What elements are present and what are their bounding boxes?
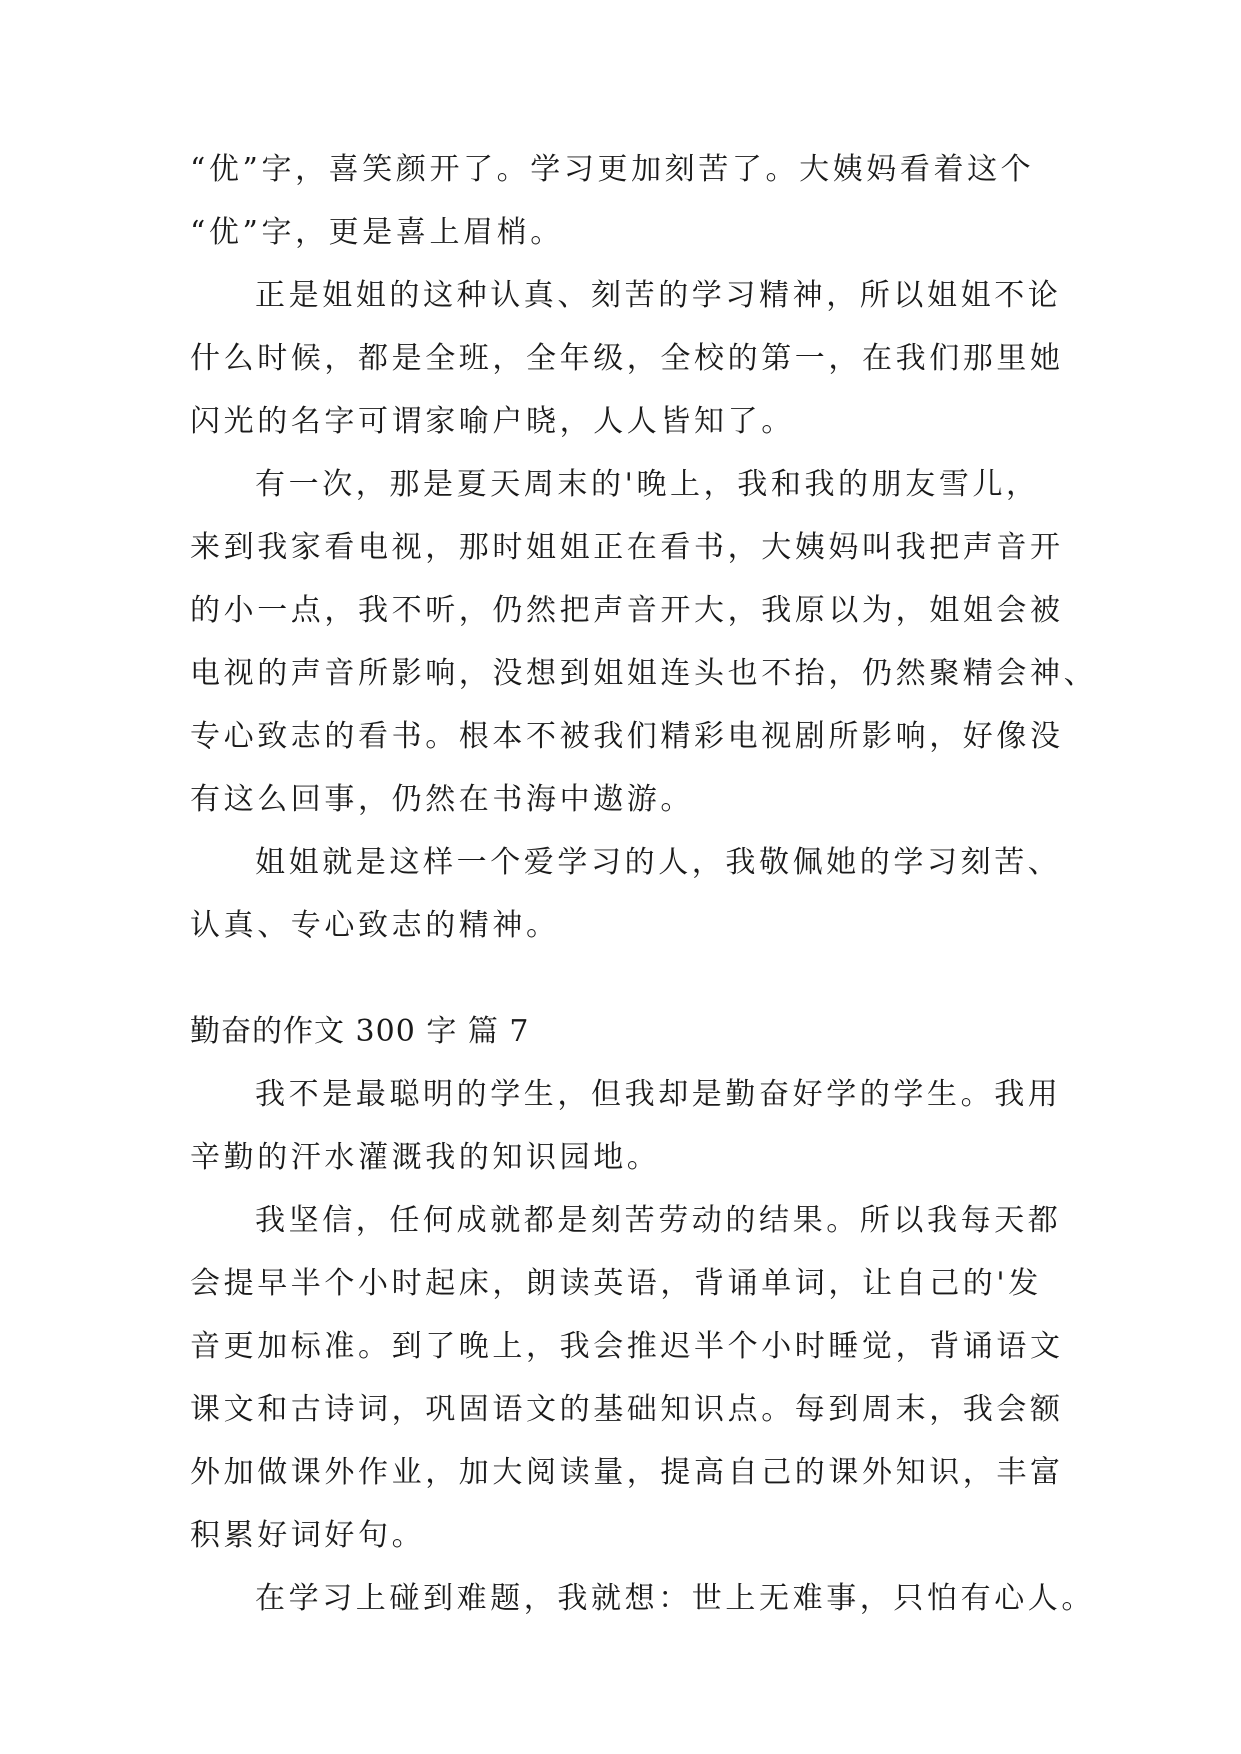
paragraph-line: 在学习上碰到难题，我就想：世上无难事，只怕有心人。	[255, 1581, 1095, 1616]
paragraph-line: 什么时候，都是全班，全年级，全校的第一，在我们那里她	[190, 341, 1064, 376]
paragraph-line: 正是姐姐的这种认真、刻苦的学习精神，所以姐姐不论	[255, 278, 1062, 313]
paragraph-line: “优”字，喜笑颜开了。学习更加刻苦了。大姨妈看着这个	[190, 152, 1035, 187]
paragraph-line: 我不是最聪明的学生，但我却是勤奋好学的学生。我用	[255, 1077, 1062, 1112]
paragraph-line: 有这么回事，仍然在书海中遨游。	[190, 782, 694, 817]
section-heading: 勤奋的作文 300 字 篇 7	[190, 1014, 530, 1049]
paragraph-line: 音更加标准。到了晚上，我会推迟半个小时睡觉，背诵语文	[190, 1329, 1064, 1364]
paragraph-line: 闪光的名字可谓家喻户晓，人人皆知了。	[190, 404, 795, 439]
paragraph-line: 会提早半个小时起床，朗读英语，背诵单词，让自己的'发	[190, 1266, 1042, 1301]
paragraph-line: 认真、专心致志的精神。	[190, 908, 560, 943]
paragraph-line: 姐姐就是这样一个爱学习的人，我敬佩她的学习刻苦、	[255, 845, 1062, 880]
paragraph-line: “优”字，更是喜上眉梢。	[190, 215, 564, 250]
paragraph-line: 专心致志的看书。根本不被我们精彩电视剧所影响，好像没	[190, 719, 1064, 754]
paragraph-line: 电视的声音所影响，没想到姐姐连头也不抬，仍然聚精会神、	[190, 656, 1098, 691]
paragraph-line: 来到我家看电视，那时姐姐正在看书，大姨妈叫我把声音开	[190, 530, 1064, 565]
paragraph-line: 的小一点，我不听，仍然把声音开大，我原以为，姐姐会被	[190, 593, 1064, 628]
paragraph-line: 我坚信，任何成就都是刻苦劳动的结果。所以我每天都	[255, 1203, 1062, 1238]
paragraph-line: 积累好词好句。	[190, 1518, 426, 1553]
paragraph-line: 课文和古诗词，巩固语文的基础知识点。每到周末，我会额	[190, 1392, 1064, 1427]
paragraph-line: 外加做课外作业，加大阅读量，提高自己的课外知识，丰富	[190, 1455, 1064, 1490]
paragraph-line: 有一次，那是夏天周末的'晚上，我和我的朋友雪儿，	[255, 467, 1040, 502]
paragraph-line: 辛勤的汗水灌溉我的知识园地。	[190, 1140, 661, 1175]
